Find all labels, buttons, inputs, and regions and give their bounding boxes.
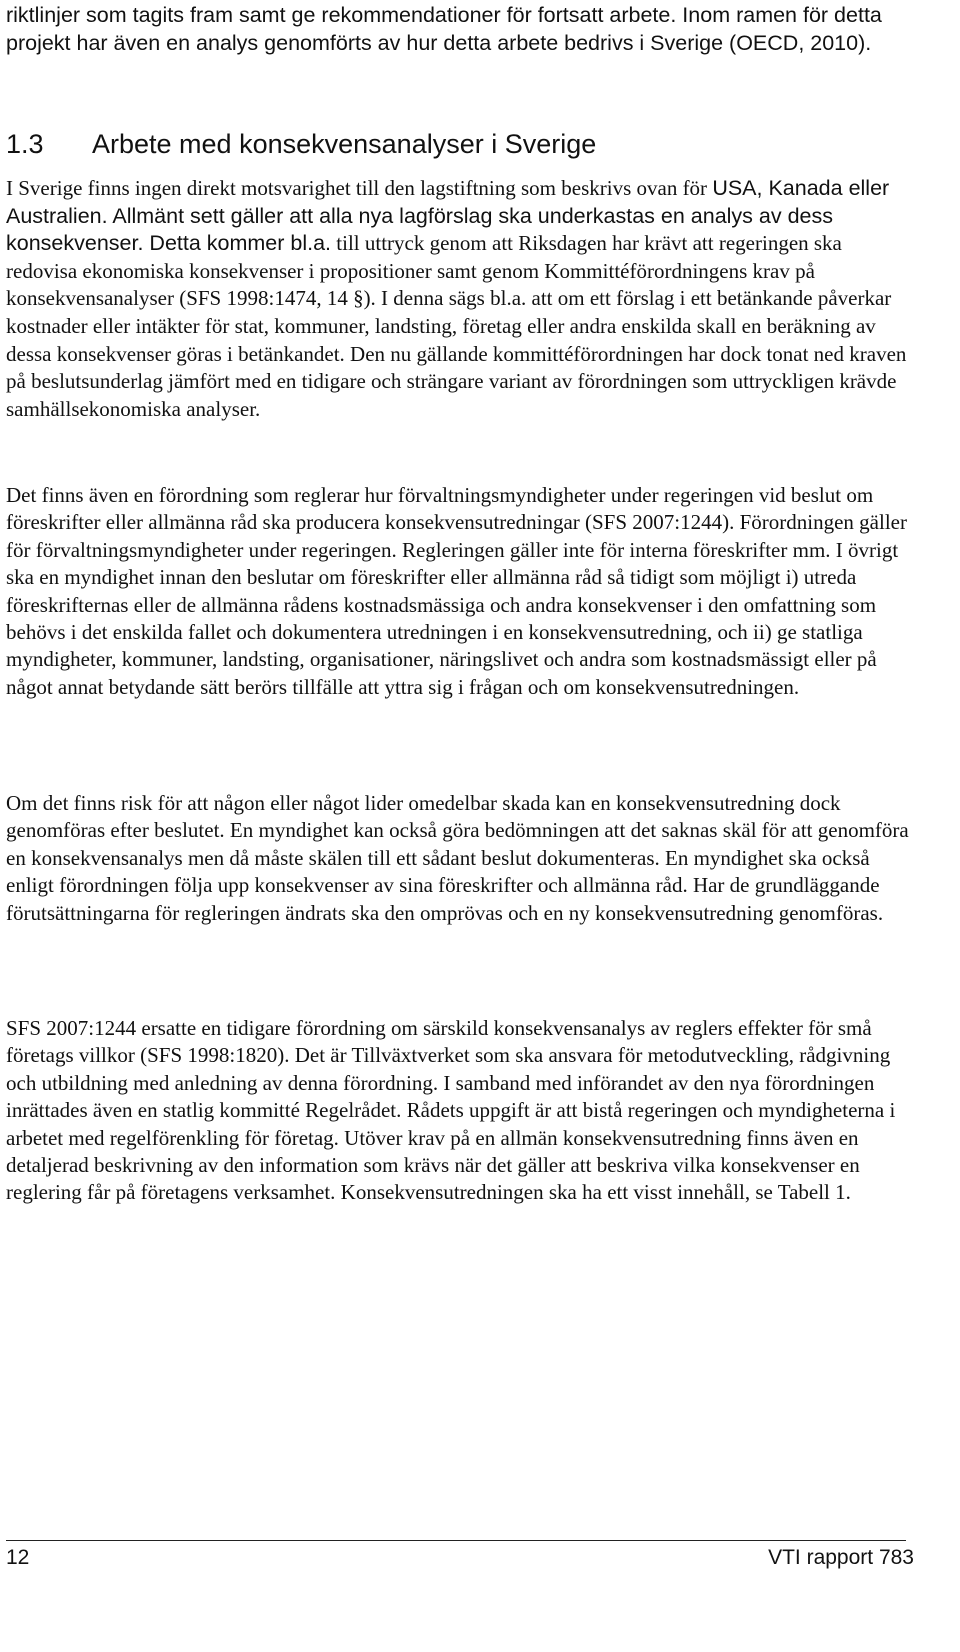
footer-divider	[6, 1540, 906, 1541]
section-title: Arbete med konsekvensanalyser i Sverige	[92, 129, 597, 159]
page-number: 12	[6, 1546, 30, 1569]
section-paragraph-sans: USA, Kanada eller Australien. Allmänt sett gäller att alla nya lagförslag ska underkastas en analys av dess konsekvenser. Detta kommer bl.a.	[6, 176, 890, 256]
body-paragraph: Om det finns risk för att någon eller något lider omedelbar skada kan en konsekvensutredning dock genomföras efter beslutet. En myndighet kan också göra bedömningen att det saknas skäl för att genomföra en konsekvensanalys men då måste skälen till ett sådant beslut dokumenteras. En myndighet ska också enligt förordningen följa upp konsekvenser av sina föreskrifter och allmänna råd. Har de grundläggande förutsättningarna för regleringen ändrats ska den omprövas och en ny konsekvensutredning genomföras.	[6, 791, 909, 925]
section-number: 1.3	[6, 129, 44, 159]
section-paragraph-start: I Sverige finns ingen direkt motsvarighet till den lagstiftning som beskrivs ovan för	[6, 176, 713, 200]
body-paragraph: Det finns även en förordning som reglerar hur förvaltningsmyndigheter under regeringen vid beslut om föreskrifter eller allmänna råd ska producera konsekvensutredningar (SFS 2007:1244). Förordningen gäller för förvaltningsmyndigheter under regeringen. Regleringen gäller inte för interna föreskrifter mm. I övrigt ska en myndighet innan den beslutar om föreskrifter eller allmänna råd så tidigt som möjligt i) utreda föreskrifternas eller de allmänna rådens kostnadsmässiga och andra konsekvenser i den omfattning som behövs i det enskilda fallet och dokumentera utredningen i en konsekvensutredning, och ii) ge statliga myndigheter, kommuner, landsting, organisationer, näringslivet och andra som kostnadsmässigt eller på något annat betydande sätt berörs tillfälle att yttra sig i frågan och om konsekvensutredningen.	[6, 483, 907, 699]
report-name: VTI rapport 783	[768, 1546, 914, 1569]
section-paragraph-rest: till uttryck genom att Riksdagen har krävt att regeringen ska redovisa ekonomiska konsekvenser i propositioner samt genom Kommittéförordningens krav på konsekvensanalyser (SFS 1998:1474, 14 §). I denna sägs bl.a. att om ett förslag i ett betänkande påverkar kostnader eller intäkter för stat, kommuner, landsting, företag eller andra enskilda skall en beräkning av dessa konsekvenser göras i betänkandet. Den nu gällande kommittéförordningen har dock tonat ned kraven på beslutsunderlag jämfört med en tidigare och strängare variant av förordningen som uttryckligen krävde samhällsekonomiska analyser.	[6, 231, 907, 421]
section-heading	[6, 128, 596, 160]
body-paragraph: SFS 2007:1244 ersatte en tidigare förordning om särskild konsekvensanalys av reglers effekter för små företags villkor (SFS 1998:1820). Det är Tillväxtverket som ska ansvara för metodutveckling, rådgivning och utbildning med anledning av denna förordning. I samband med införandet av den nya förordningen inrättades även en statlig kommitté Regelrådet. Rådets uppgift är att bistå regeringen och myndigheterna i arbetet med regelförenkling för företag. Utöver krav på en allmän konsekvensutredning finns även en detaljerad beskrivning av den information som krävs när det gäller att beskriva vilka konsekvenser en reglering får på företagens verksamhet. Konsekvensutredningen ska ha ett visst innehåll, se Tabell 1.	[6, 1016, 896, 1205]
intro-paragraph: riktlinjer som tagits fram samt ge rekommendationer för fortsatt arbete. Inom ramen för detta projekt har även en analys genomförts av hur detta arbete bedrivs i Sverige (OECD, 2010).	[6, 3, 882, 55]
section-paragraph	[6, 175, 911, 423]
